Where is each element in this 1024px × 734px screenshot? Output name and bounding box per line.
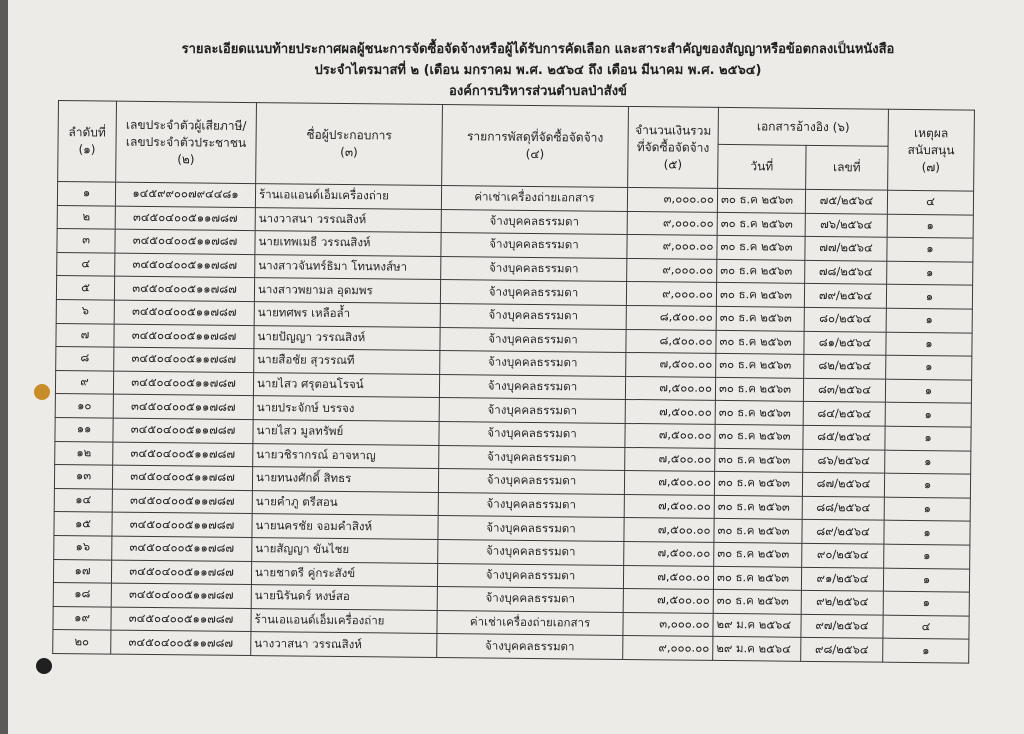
header-reason-label2: สนับสนุน <box>907 142 955 157</box>
reference-number-cell: ๘๑/๒๕๖๔ <box>804 331 886 355</box>
reason-cell: ๑ <box>883 591 969 615</box>
tax-id-cell: ๓๔๕๐๔๐๐๕๑๑๗๘๗ <box>114 300 254 325</box>
procurement-item-cell: ค่าเช่าเครื่องถ่ายเอกสาร <box>441 186 627 212</box>
header-ref-no: เลขที่ <box>806 145 888 190</box>
reference-number-cell: ๙๑/๒๕๖๔ <box>801 567 883 591</box>
vendor-name-cell: นายนครชัย จอมคำสิงห์ <box>252 514 438 540</box>
procurement-item-cell: จ้างบุคคลธรรมดา <box>441 256 627 282</box>
reference-number-cell: ๘๗/๒๕๖๔ <box>802 472 884 496</box>
procurement-item-cell: จ้างบุคคลธรรมดา <box>437 587 623 613</box>
procurement-item-cell: จ้างบุคคลธรรมดา <box>440 280 626 306</box>
tax-id-cell: ๓๔๕๐๔๐๐๕๑๑๗๘๗ <box>111 607 251 632</box>
reference-date-cell: ๓๐ ธ.ค ๒๕๖๓ <box>715 424 803 449</box>
vendor-name-cell: นางสาวพยามล อุดมพร <box>254 278 440 304</box>
row-number: ๑๗ <box>53 559 111 583</box>
row-number: ๙ <box>55 370 113 394</box>
document-page <box>8 0 1024 734</box>
amount-cell: ๗,๕๐๐.๐๐ <box>624 541 714 566</box>
reference-date-cell: ๓๐ ธ.ค ๒๕๖๓ <box>717 259 805 284</box>
vendor-name-cell: นายวชิรากรณ์ อาจหาญ <box>253 443 439 469</box>
header-amount-label: จำนวนเงินรวม <box>635 122 712 138</box>
reason-cell: ๑ <box>885 379 971 403</box>
tax-id-cell: ๑๔๕๙๙๐๐๗๙๔๔๘๑ <box>115 182 255 207</box>
document-title-line2: ประจำไตรมาสที่ ๒ (เดือน มกราคม พ.ศ. ๒๕๖๔ ถึง เดือน มีนาคม พ.ศ. ๒๕๖๔) <box>314 63 762 78</box>
tax-id-cell: ๓๔๕๐๔๐๐๕๑๑๗๘๗ <box>115 229 255 254</box>
header-name-label: ชื่อผู้ประกอบการ <box>306 127 392 143</box>
procurement-item-cell: จ้างบุคคลธรรมดา <box>439 374 625 400</box>
row-number: ๗ <box>56 323 114 347</box>
procurement-item-cell: จ้างบุคคลธรรมดา <box>438 469 624 495</box>
reference-date-cell: ๓๐ ธ.ค ๒๕๖๓ <box>715 448 803 473</box>
reason-cell: ๔ <box>883 615 969 639</box>
tax-id-cell: ๓๔๕๐๔๐๐๕๑๑๗๘๗ <box>113 371 253 396</box>
reason-cell: ๑ <box>887 261 973 285</box>
vendor-name-cell: นายสัญญา ขันไชย <box>252 537 438 563</box>
vendor-name-cell: นายปัญญา วรรณสิงห์ <box>254 325 440 351</box>
row-number: ๑๐ <box>55 394 113 418</box>
vendor-name-cell: ร้านเอแอนด์เอ็มเครื่องถ่าย <box>251 608 437 634</box>
reference-number-cell: ๗๙/๒๕๖๔ <box>804 284 886 308</box>
amount-cell: ๗,๕๐๐.๐๐ <box>624 471 714 496</box>
row-number: ๑๒ <box>55 441 113 465</box>
reason-cell: ๑ <box>884 473 970 497</box>
row-number: ๑๑ <box>55 417 113 441</box>
amount-cell: ๙,๐๐๐.๐๐ <box>623 636 713 661</box>
reason-cell: ๑ <box>884 497 970 521</box>
amount-cell: ๙,๐๐๐.๐๐ <box>626 282 716 307</box>
procurement-item-cell: จ้างบุคคลธรรมดา <box>440 327 626 353</box>
vendor-name-cell: นายไสว มูลทรัพย์ <box>253 419 439 445</box>
header-item-label: รายการพัสดุที่จัดซื้อจัดจ้าง <box>466 129 604 145</box>
row-number: ๖ <box>56 299 114 323</box>
row-number: ๒ <box>57 205 115 229</box>
reference-number-cell: ๘๖/๒๕๖๔ <box>803 449 885 473</box>
tax-id-cell: ๓๔๕๐๔๐๐๕๑๑๗๘๗ <box>113 394 253 419</box>
row-number: ๑๕ <box>54 512 112 536</box>
header-ref-date: วันที่ <box>718 144 806 189</box>
header-taxid-label: เลขประจำตัวผู้เสียภาษี/ <box>125 117 247 133</box>
reference-number-cell: ๗๘/๒๕๖๔ <box>805 260 887 284</box>
vendor-name-cell: นางสาวจันทร์ธิมา โทนหงส์ษา <box>255 254 441 280</box>
tax-id-cell: ๓๔๕๐๔๐๐๕๑๑๗๘๗ <box>114 324 254 349</box>
reason-cell: ๑ <box>883 568 969 592</box>
reference-number-cell: ๗๗/๒๕๖๔ <box>805 237 887 261</box>
header-ref: เอกสารอ้างอิง (๖) <box>718 107 888 146</box>
reference-date-cell: ๓๐ ธ.ค ๒๕๖๓ <box>715 377 803 402</box>
reason-cell: ๑ <box>886 285 972 309</box>
tax-id-cell: ๓๔๕๐๔๐๐๕๑๑๗๘๗ <box>115 206 255 231</box>
amount-cell: ๗,๕๐๐.๐๐ <box>625 400 715 425</box>
procurement-item-cell: จ้างบุคคลธรรมดา <box>439 445 625 471</box>
amount-cell: ๗,๕๐๐.๐๐ <box>625 447 715 472</box>
reference-date-cell: ๓๐ ธ.ค ๒๕๖๓ <box>716 354 804 379</box>
procurement-item-cell: จ้างบุคคลธรรมดา <box>437 634 623 660</box>
vendor-name-cell: นายประจักษ์ บรรจง <box>253 396 439 422</box>
reference-number-cell: ๗๕/๒๕๖๔ <box>805 189 887 213</box>
procurement-item-cell: จ้างบุคคลธรรมดา <box>438 516 624 542</box>
vendor-name-cell: ร้านเอแอนด์เอ็มเครื่องถ่าย <box>255 184 441 210</box>
vendor-name-cell: นายไสว ศรุตอนโรจน์ <box>253 372 439 398</box>
tax-id-cell: ๓๔๕๐๔๐๐๕๑๑๗๘๗ <box>112 512 252 537</box>
row-number: ๕ <box>56 276 114 300</box>
reason-cell: ๑ <box>885 450 971 474</box>
reference-number-cell: ๘๕/๒๕๖๔ <box>803 425 885 449</box>
reference-date-cell: ๓๐ ธ.ค ๒๕๖๓ <box>717 212 805 237</box>
binder-hole <box>36 658 52 674</box>
header-reason-label: เหตุผล <box>914 125 949 140</box>
row-number: ๒๐ <box>53 630 111 654</box>
tax-id-cell: ๓๔๕๐๔๐๐๕๑๑๗๘๗ <box>111 583 251 608</box>
reason-cell: ๑ <box>886 332 972 356</box>
vendor-name-cell: นายนิรันดร์ หงษ์สอ <box>251 585 437 611</box>
header-name <box>256 103 443 186</box>
vendor-name-cell: นายคำภู ตรีสอน <box>252 490 438 516</box>
reference-date-cell: ๒๙ ม.ค ๒๕๖๔ <box>713 613 801 638</box>
header-taxid <box>116 101 257 183</box>
reason-cell: ๑ <box>887 214 973 238</box>
reference-date-cell: ๓๐ ธ.ค ๒๕๖๓ <box>713 589 801 614</box>
procurement-item-cell: จ้างบุคคลธรรมดา <box>440 303 626 329</box>
procurement-item-cell: จ้างบุคคลธรรมดา <box>441 233 627 259</box>
procurement-item-cell: จ้างบุคคลธรรมดา <box>437 563 623 589</box>
tax-id-cell: ๓๔๕๐๔๐๐๕๑๑๗๘๗ <box>112 489 252 514</box>
procurement-item-cell: จ้างบุคคลธรรมดา <box>438 539 624 565</box>
tax-id-cell: ๓๔๕๐๔๐๐๕๑๑๗๘๗ <box>114 276 254 301</box>
row-number: ๑๙ <box>53 606 111 630</box>
header-taxid-num: (๒) <box>177 151 195 166</box>
header-item-num: (๔) <box>525 146 545 162</box>
tax-id-cell: ๓๔๕๐๔๐๐๕๑๑๗๘๗ <box>112 536 252 561</box>
tax-id-cell: ๓๔๕๐๔๐๐๕๑๑๗๘๗ <box>114 347 254 372</box>
amount-cell: ๗,๕๐๐.๐๐ <box>625 376 715 401</box>
vendor-name-cell: นางวาสนา วรรณสิงห์ <box>255 207 441 233</box>
reason-cell: ๑ <box>885 426 971 450</box>
reference-number-cell: ๙๒/๒๕๖๔ <box>801 590 883 614</box>
reference-date-cell: ๓๐ ธ.ค ๒๕๖๓ <box>715 401 803 426</box>
vendor-name-cell: นายทนงศักดิ์ สิทธร <box>252 467 438 493</box>
amount-cell: ๙,๐๐๐.๐๐ <box>627 258 717 283</box>
procurement-item-cell: จ้างบุคคลธรรมดา <box>441 209 627 235</box>
tax-id-cell: ๓๔๕๐๔๐๐๕๑๑๗๘๗ <box>111 560 251 585</box>
vendor-name-cell: นายเทพเมธี วรรณสิงห์ <box>255 231 441 257</box>
reference-date-cell: ๓๐ ธ.ค ๒๕๖๓ <box>717 236 805 261</box>
row-number: ๑๔ <box>54 488 112 512</box>
header-item <box>442 105 629 188</box>
header-name-num: (๓) <box>340 144 358 160</box>
tax-id-cell: ๓๔๕๐๔๐๐๕๑๑๗๘๗ <box>113 442 253 467</box>
reference-date-cell: ๓๐ ธ.ค ๒๕๖๓ <box>714 519 802 544</box>
reason-cell: ๔ <box>887 190 973 214</box>
amount-cell: ๗,๕๐๐.๐๐ <box>623 565 713 590</box>
amount-cell: ๗,๕๐๐.๐๐ <box>625 423 715 448</box>
vendor-name-cell: นายชาตรี คู่กระสังข์ <box>251 561 437 587</box>
row-number: ๑๘ <box>53 583 111 607</box>
amount-cell: ๗,๕๐๐.๐๐ <box>623 589 713 614</box>
tax-id-cell: ๓๔๕๐๔๐๐๕๑๑๗๘๗ <box>112 465 252 490</box>
reason-cell: ๑ <box>887 237 973 261</box>
tax-id-cell: ๓๔๕๐๔๐๐๕๑๑๗๘๗ <box>113 418 253 443</box>
amount-cell: ๙,๐๐๐.๐๐ <box>627 211 717 236</box>
reference-date-cell: ๓๐ ธ.ค ๒๕๖๓ <box>714 542 802 567</box>
header-no-label: ลำดับที่ <box>68 125 106 140</box>
document-title-line1: รายละเอียดแนบท้ายประกาศผลผู้ชนะการจัดซื้อจัดจ้างหรือผู้ได้รับการคัดเลือก และสาระสำคัญของสัญญาหรือข้อตกลงเป็นหนังสือ <box>181 42 895 57</box>
reference-number-cell: ๙๐/๒๕๖๔ <box>802 543 884 567</box>
reference-number-cell: ๙๗/๒๕๖๔ <box>801 614 883 638</box>
reference-date-cell: ๓๐ ธ.ค ๒๕๖๓ <box>716 330 804 355</box>
reference-date-cell: ๓๐ ธ.ค ๒๕๖๓ <box>716 306 804 331</box>
reference-number-cell: ๘๙/๒๕๖๔ <box>802 520 884 544</box>
row-number: ๑ <box>57 182 115 206</box>
row-number: ๓ <box>57 229 115 253</box>
reference-number-cell: ๘๔/๒๕๖๔ <box>803 402 885 426</box>
row-number: ๔ <box>57 252 115 276</box>
row-number: ๑๖ <box>54 535 112 559</box>
tax-id-cell: ๓๔๕๐๔๐๐๕๑๑๗๘๗ <box>111 630 251 655</box>
header-no <box>58 101 117 183</box>
reference-number-cell: ๘๐/๒๕๖๔ <box>804 307 886 331</box>
reference-number-cell: ๘๓/๒๕๖๔ <box>803 378 885 402</box>
reference-date-cell: ๓๐ ธ.ค ๒๕๖๓ <box>714 495 802 520</box>
reason-cell: ๑ <box>883 638 969 662</box>
reference-date-cell: ๓๐ ธ.ค ๒๕๖๓ <box>716 283 804 308</box>
amount-cell: ๗,๕๐๐.๐๐ <box>626 353 716 378</box>
binder-hole <box>34 384 50 400</box>
reference-date-cell: ๓๐ ธ.ค ๒๕๖๓ <box>714 472 802 497</box>
reference-date-cell: ๓๐ ธ.ค ๒๕๖๓ <box>713 566 801 591</box>
reason-cell: ๑ <box>886 355 972 379</box>
header-no-num: (๑) <box>78 142 96 157</box>
reference-date-cell: ๓๐ ธ.ค ๒๕๖๓ <box>717 188 805 213</box>
procurement-item-cell: จ้างบุคคลธรรมดา <box>439 398 625 424</box>
document-title-line3: องค์การบริหารส่วนตำบลป่าสังข์ <box>449 84 627 99</box>
header-reason-num: (๗) <box>921 159 941 174</box>
procurement-item-cell: จ้างบุคคลธรรมดา <box>439 421 625 447</box>
reference-date-cell: ๒๙ ม.ค ๒๕๖๔ <box>713 637 801 662</box>
reason-cell: ๑ <box>886 308 972 332</box>
header-reason <box>888 109 975 191</box>
header-amount-num: (๕) <box>663 156 683 172</box>
procurement-item-cell: จ้างบุคคลธรรมดา <box>440 351 626 377</box>
header-amount-label2: ที่จัดซื้อจัดจ้าง <box>636 139 710 155</box>
vendor-name-cell: นายสือชัย สุวรรณที <box>254 349 440 375</box>
amount-cell: ๘,๕๐๐.๐๐ <box>626 305 716 330</box>
procurement-item-cell: จ้างบุคคลธรรมดา <box>438 492 624 518</box>
header-taxid-label2: เลขประจำตัวประชาชน <box>125 134 247 150</box>
reference-number-cell: ๙๘/๒๕๖๔ <box>801 638 883 662</box>
amount-cell: ๙,๐๐๐.๐๐ <box>627 235 717 260</box>
reason-cell: ๑ <box>884 520 970 544</box>
reference-number-cell: ๗๖/๒๕๖๔ <box>805 213 887 237</box>
procurement-table <box>52 100 975 663</box>
amount-cell: ๘,๕๐๐.๐๐ <box>626 329 716 354</box>
row-number: ๘ <box>56 347 114 371</box>
tax-id-cell: ๓๔๕๐๔๐๐๕๑๑๗๘๗ <box>115 253 255 278</box>
row-number: ๑๓ <box>54 465 112 489</box>
header-amount <box>628 106 719 188</box>
reference-number-cell: ๘๒/๒๕๖๔ <box>804 354 886 378</box>
reason-cell: ๑ <box>885 403 971 427</box>
amount-cell: ๓,๐๐๐.๐๐ <box>627 187 717 212</box>
amount-cell: ๗,๕๐๐.๐๐ <box>624 518 714 543</box>
amount-cell: ๗,๕๐๐.๐๐ <box>624 494 714 519</box>
amount-cell: ๓,๐๐๐.๐๐ <box>623 612 713 637</box>
vendor-name-cell: นางวาสนา วรรณสิงห์ <box>251 632 437 658</box>
procurement-item-cell: ค่าเช่าเครื่องถ่ายเอกสาร <box>437 610 623 636</box>
reason-cell: ๑ <box>884 544 970 568</box>
reference-number-cell: ๘๘/๒๕๖๔ <box>802 496 884 520</box>
vendor-name-cell: นายทศพร เหลือล้ำ <box>254 302 440 328</box>
